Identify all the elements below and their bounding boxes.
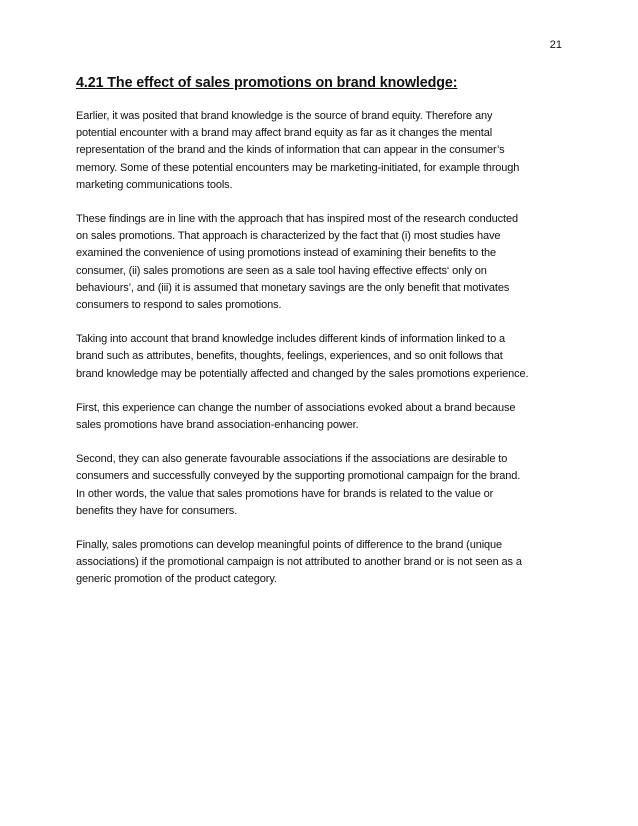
paragraph-4 [76,400,566,434]
text-line: Taking into account that brand knowledge includes different kinds of information linked to a [76,333,506,346]
paragraph-6 [76,537,566,589]
text-line: consumers and successfully conveyed by the supporting promotional campaign for the brand. [76,470,521,483]
page-content [76,74,566,606]
text-line: memory. Some of these potential encounters may be marketing-initiated, for example through [76,161,520,174]
paragraph-1 [76,108,566,194]
text-line: examined the convenience of using promotions instead of examining their benefits to the [76,247,497,260]
text-line: In other words, the value that sales promotions have for brands is related to the value or [76,487,494,500]
text-line: representation of the brand and the kinds of information that can appear in the consumer’s [76,144,505,157]
text-line: These findings are in line with the approach that has inspired most of the research conducted [76,213,518,226]
page-number: 21 [549,39,562,51]
text-line: Earlier, it was posited that brand knowledge is the source of brand equity. Therefore any [76,110,493,122]
paragraph-3 [76,331,566,383]
paragraph-5 [76,451,566,520]
text-line: marketing communications tools. [76,178,233,191]
text-line: consumer, (ii) sales promotions are seen as a sale tool having effective effects‘ only on [76,264,487,277]
text-line: benefits they have for consumers. [76,504,238,517]
section-heading: 4.21 The effect of sales promotions on brand knowledge: [76,75,458,91]
text-line: sales promotions have brand association-enhancing power. [76,419,359,432]
text-line: behaviours’, and (iii) it is assumed that monetary savings are the only benefit that motivates [76,281,510,294]
text-line: Finally, sales promotions can develop meaningful points of difference to the brand (unique [76,539,503,552]
text-line: on sales promotions. That approach is characterized by the fact that (i) most studies have [76,230,501,243]
text-line: brand such as attributes, benefits, thoughts, feelings, experiences, and so onit follows that [76,350,503,363]
text-line: generic promotion of the product category. [76,573,277,586]
text-line: associations) if the promotional campaign is not attributed to another brand or is not seen as a [76,556,522,569]
text-line: Second, they can also generate favourable associations if the associations are desirable to [76,453,508,466]
text-line: brand knowledge may be potentially affected and changed by the sales promotions experience. [76,367,529,380]
text-line: First, this experience can change the number of associations evoked about a brand because [76,401,516,414]
text-line: consumers to respond to sales promotions. [76,299,282,312]
paragraph-2 [76,211,566,314]
text-line: potential encounter with a brand may affect brand equity as far as it changes the mental [76,127,493,140]
